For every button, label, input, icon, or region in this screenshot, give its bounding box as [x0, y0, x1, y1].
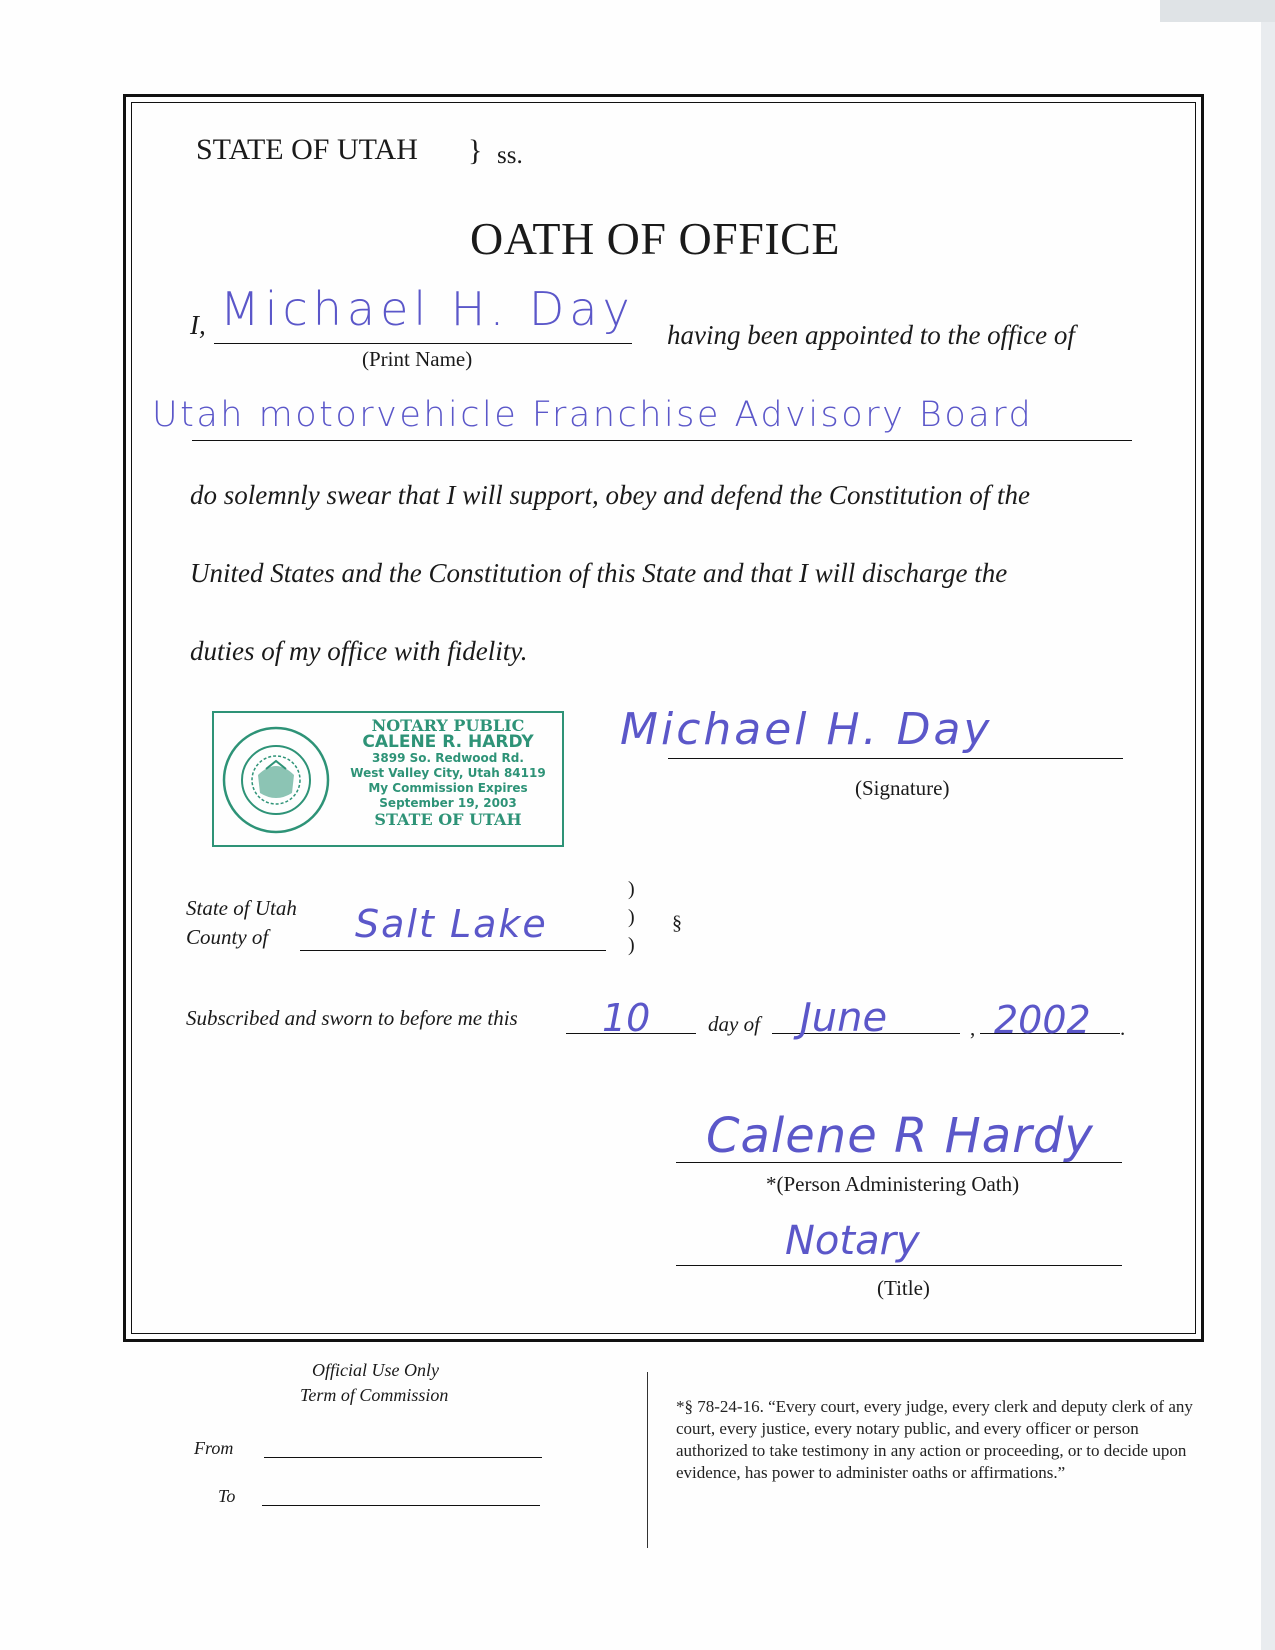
footer-divider — [647, 1372, 648, 1548]
venue-county-label: County of — [186, 925, 269, 949]
term-of-commission-heading: Term of Commission — [300, 1385, 449, 1405]
oath-prefix: I, — [190, 310, 206, 340]
handwritten-name: Michael H. Day — [220, 282, 635, 336]
appointed-text: having been appointed to the office of — [667, 320, 1075, 350]
handwritten-signature: Michael H. Day — [620, 704, 993, 755]
state-seal-icon — [222, 723, 330, 837]
stamp-line-7: STATE OF UTAH — [374, 810, 522, 829]
section-symbol: § — [672, 912, 682, 934]
handwritten-office: Utah motorvehicle Franchise Advisory Board — [152, 395, 1034, 435]
jurat-period: . — [1120, 1016, 1126, 1040]
handwritten-month: June — [800, 995, 888, 1041]
day-of-label: day of — [708, 1012, 760, 1036]
venue-paren-2: ) — [628, 906, 635, 928]
page-title: OATH OF OFFICE — [470, 213, 840, 264]
title-line — [676, 1265, 1122, 1266]
stamp-line-2: CALENE R. HARDY — [362, 732, 534, 752]
venue-paren-3: ) — [628, 934, 635, 956]
signature-line — [668, 758, 1123, 759]
title-label: (Title) — [877, 1276, 930, 1300]
county-line — [300, 950, 606, 951]
official-use-heading: Official Use Only — [312, 1360, 439, 1380]
handwritten-title: Notary — [785, 1218, 920, 1264]
stamp-line-1: NOTARY PUBLIC — [371, 716, 525, 735]
signature-label: (Signature) — [855, 776, 950, 800]
oath-line-2: United States and the Constitution of this State and that I will discharge the — [190, 558, 1008, 588]
brace-symbol: } — [468, 134, 483, 167]
oath-line-3: duties of my office with fidelity. — [190, 636, 528, 666]
statute-footnote: *§ 78-24-16. “Every court, every judge, every clerk and deputy clerk of any court, every justice, every notary public, and every officer or person authorized to take testimony in any action or proceeding, or to decide upon evidence, has power to administer oaths or affirmations.” — [676, 1397, 1193, 1482]
venue-state-label: State of Utah — [186, 896, 297, 920]
name-line — [214, 343, 632, 344]
venue-paren-1: ) — [628, 878, 635, 900]
office-line — [192, 440, 1132, 441]
print-name-label: (Print Name) — [362, 347, 473, 371]
to-label: To — [218, 1486, 236, 1506]
handwritten-year: 2002 — [994, 998, 1091, 1042]
oath-line-1: do solemnly swear that I will support, obey and defend the Constitution of the — [190, 480, 1030, 510]
ss-label: ss. — [497, 142, 523, 169]
page-edge — [1261, 0, 1275, 1650]
scan-margin — [1160, 0, 1275, 22]
notary-stamp — [212, 711, 564, 847]
stamp-line-4: West Valley City, Utah 84119 — [350, 766, 546, 780]
from-field — [264, 1457, 542, 1458]
stamp-line-3: 3899 So. Redwood Rd. — [372, 751, 524, 765]
handwritten-day: 10 — [602, 996, 651, 1040]
jurat-comma: , — [970, 1016, 976, 1040]
administrator-line — [676, 1162, 1122, 1163]
to-field — [262, 1505, 540, 1506]
stamp-line-5: My Commission Expires — [368, 781, 528, 795]
state-heading: STATE OF UTAH — [196, 133, 418, 166]
stamp-line-6: September 19, 2003 — [379, 796, 517, 810]
administrator-label: *(Person Administering Oath) — [766, 1172, 1020, 1196]
subscribed-text: Subscribed and sworn to before me this — [186, 1006, 518, 1030]
from-label: From — [194, 1438, 234, 1458]
handwritten-county: Salt Lake — [355, 902, 548, 946]
handwritten-administrator: Calene R Hardy — [706, 1108, 1094, 1164]
